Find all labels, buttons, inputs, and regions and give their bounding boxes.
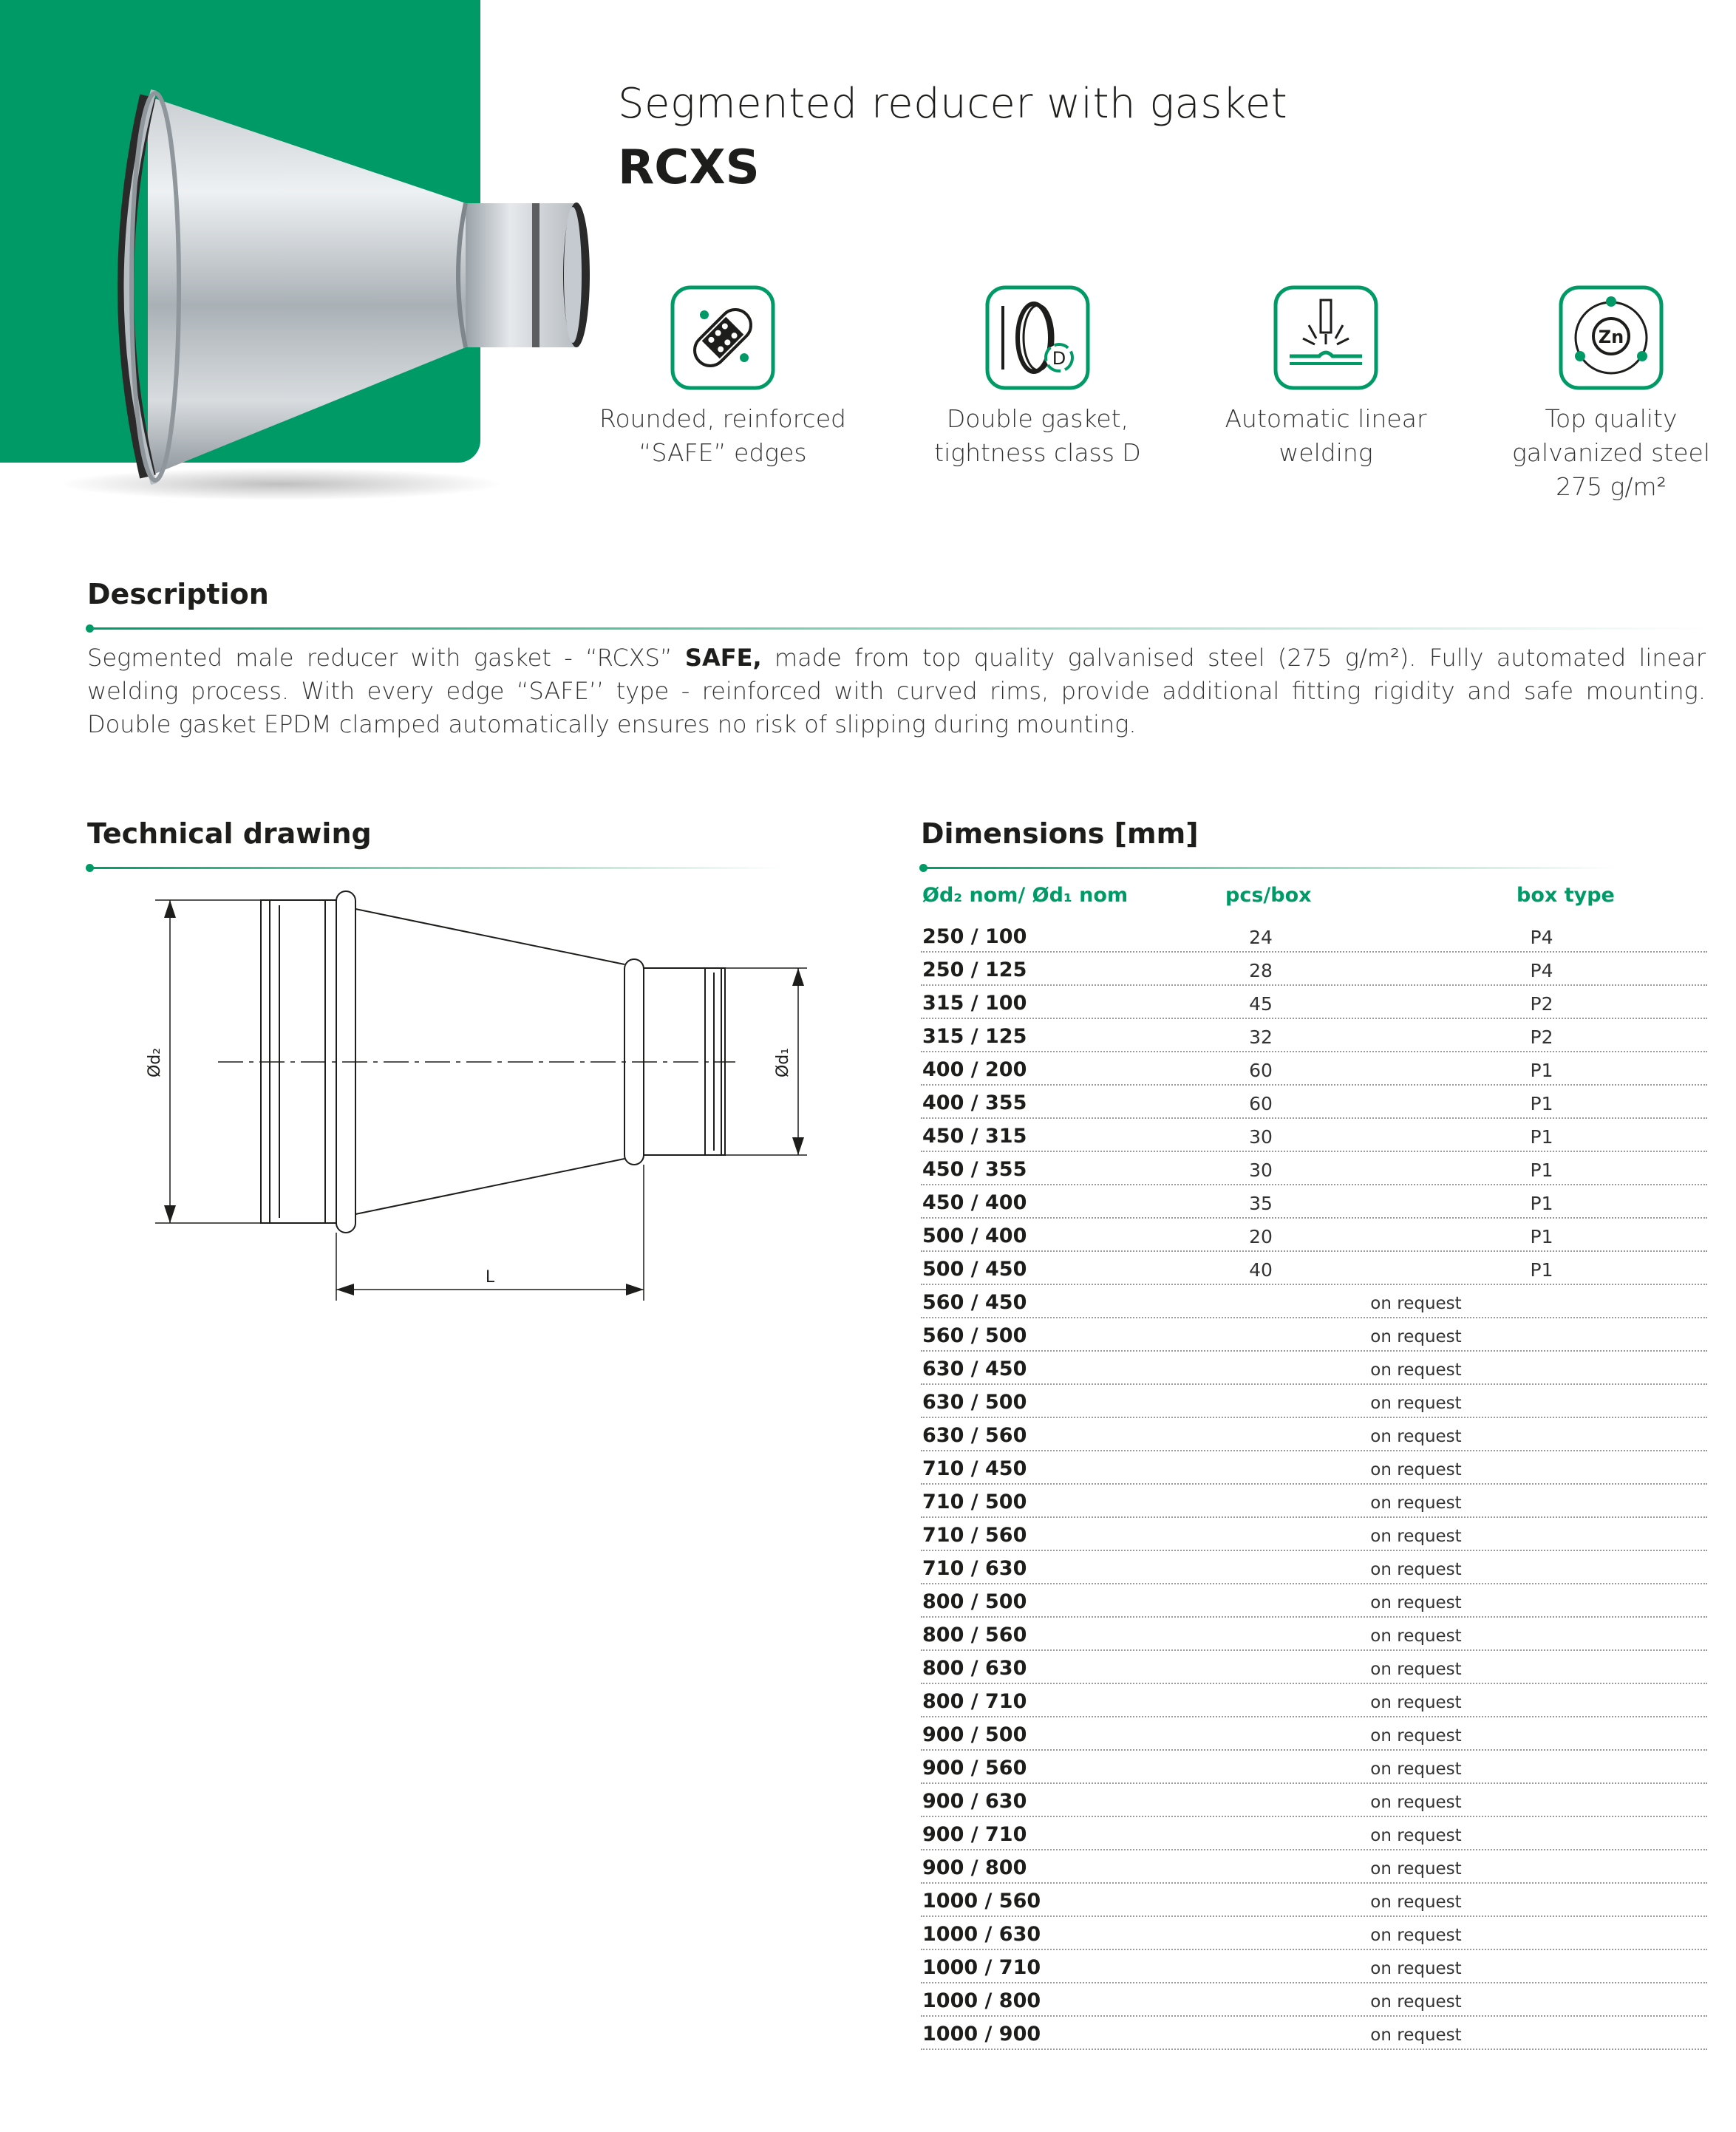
availability-cell: on request	[1370, 1394, 1462, 1413]
size-cell: 800 / 710	[922, 1690, 1027, 1713]
section-divider	[90, 627, 1709, 630]
availability-cell: on request	[1370, 1627, 1462, 1646]
availability-cell: on request	[1370, 1693, 1462, 1712]
size-cell: 630 / 450	[922, 1358, 1027, 1380]
table-row	[921, 1584, 1707, 1618]
availability-cell: on request	[1370, 1360, 1462, 1380]
drawing-heading: Technical drawing	[87, 817, 372, 850]
size-cell: 800 / 630	[922, 1657, 1027, 1680]
pcs-cell: 24	[1249, 927, 1273, 948]
table-row	[921, 1485, 1707, 1518]
table-row	[921, 919, 1707, 953]
table-row	[921, 1285, 1707, 1318]
product-title: Segmented reducer with gasket	[618, 80, 1288, 128]
column-header-pcs: pcs/box	[1225, 884, 1312, 907]
size-cell: 560 / 450	[922, 1291, 1027, 1314]
size-cell: 900 / 560	[922, 1757, 1027, 1779]
size-cell: 315 / 125	[922, 1025, 1027, 1048]
feature-safe-edges	[575, 285, 871, 470]
size-cell: 250 / 125	[922, 958, 1027, 981]
diameter-d2-label: Ød₂	[146, 1047, 164, 1078]
box-type-cell: P4	[1530, 927, 1553, 948]
zinc-icon	[1559, 285, 1664, 390]
size-cell: 400 / 200	[922, 1058, 1027, 1081]
size-cell: 400 / 355	[922, 1091, 1027, 1114]
size-cell: 450 / 355	[922, 1158, 1027, 1181]
table-row	[921, 1983, 1707, 2017]
size-cell: 500 / 400	[922, 1225, 1027, 1247]
availability-cell: on request	[1370, 1327, 1462, 1346]
box-type-cell: P1	[1530, 1060, 1553, 1081]
availability-cell: on request	[1370, 1826, 1462, 1845]
table-row	[921, 986, 1707, 1019]
size-cell: 710 / 560	[922, 1524, 1027, 1547]
size-cell: 450 / 315	[922, 1125, 1027, 1148]
table-row	[921, 1817, 1707, 1850]
box-type-cell: P2	[1530, 993, 1553, 1015]
size-cell: 630 / 560	[922, 1424, 1027, 1447]
availability-cell: on request	[1370, 1859, 1462, 1879]
feature-label: Rounded, reinforced “SAFE” edges	[599, 404, 846, 467]
size-cell: 630 / 500	[922, 1391, 1027, 1414]
box-type-cell: P2	[1530, 1026, 1553, 1048]
availability-cell: on request	[1370, 1294, 1462, 1313]
table-row	[921, 1318, 1707, 1352]
pcs-cell: 20	[1249, 1226, 1273, 1247]
availability-cell: on request	[1370, 1560, 1462, 1579]
table-row	[921, 1651, 1707, 1684]
pcs-cell: 40	[1249, 1259, 1273, 1281]
availability-cell: on request	[1370, 1793, 1462, 1812]
availability-cell: on request	[1370, 1926, 1462, 1945]
diameter-d1-label: Ød₁	[774, 1047, 792, 1078]
table-row	[921, 1917, 1707, 1950]
feature-galvanized	[1463, 285, 1736, 504]
availability-cell: on request	[1370, 1893, 1462, 1912]
size-cell: 900 / 800	[922, 1856, 1027, 1879]
pcs-cell: 30	[1249, 1126, 1273, 1148]
table-row	[921, 1418, 1707, 1451]
box-type-cell: P1	[1530, 1093, 1553, 1114]
table-row	[921, 1850, 1707, 1884]
size-cell: 900 / 500	[922, 1723, 1027, 1746]
pcs-cell: 28	[1249, 960, 1273, 981]
pcs-cell: 32	[1249, 1026, 1273, 1048]
table-row	[921, 1618, 1707, 1651]
box-type-cell: P1	[1530, 1193, 1553, 1214]
availability-cell: on request	[1370, 1660, 1462, 1679]
table-row	[921, 1551, 1707, 1584]
size-cell: 710 / 450	[922, 1457, 1027, 1480]
double-gasket-icon	[985, 285, 1090, 390]
availability-cell: on request	[1370, 1527, 1462, 1546]
availability-cell: on request	[1370, 2026, 1462, 2045]
box-type-cell: P1	[1530, 1126, 1553, 1148]
availability-cell: on request	[1370, 1760, 1462, 1779]
size-cell: 560 / 500	[922, 1324, 1027, 1347]
availability-cell: on request	[1370, 1959, 1462, 1978]
safe-edge-icon	[670, 285, 775, 390]
table-row	[921, 1950, 1707, 1983]
feature-double-gasket	[890, 285, 1185, 470]
table-row	[921, 1152, 1707, 1185]
table-row	[921, 1518, 1707, 1551]
svg-text:Zn: Zn	[1598, 327, 1624, 347]
availability-cell: on request	[1370, 1427, 1462, 1446]
size-cell: 1000 / 710	[922, 1956, 1041, 1979]
size-cell: 900 / 630	[922, 1790, 1027, 1813]
size-cell: 315 / 100	[922, 992, 1027, 1015]
table-row	[921, 1185, 1707, 1219]
pcs-cell: 60	[1249, 1060, 1273, 1081]
availability-cell: on request	[1370, 1992, 1462, 2012]
product-photo	[59, 52, 591, 510]
size-cell: 800 / 500	[922, 1590, 1027, 1613]
description-heading: Description	[87, 578, 269, 610]
table-row	[921, 1252, 1707, 1285]
table-row	[921, 2017, 1707, 2050]
availability-cell: on request	[1370, 1460, 1462, 1479]
size-cell: 250 / 100	[922, 925, 1027, 948]
length-label: L	[485, 1268, 495, 1287]
size-cell: 1000 / 800	[922, 1989, 1041, 2012]
table-row	[921, 1086, 1707, 1119]
availability-cell: on request	[1370, 1494, 1462, 1513]
table-row	[921, 1019, 1707, 1052]
box-type-cell: P4	[1530, 960, 1553, 981]
table-row	[921, 1119, 1707, 1152]
table-row	[921, 1884, 1707, 1917]
availability-cell: on request	[1370, 1726, 1462, 1746]
table-row	[921, 1784, 1707, 1817]
pcs-cell: 45	[1249, 993, 1273, 1015]
feature-welding	[1178, 285, 1474, 470]
size-cell: 710 / 500	[922, 1491, 1027, 1513]
technical-drawing	[133, 872, 843, 1323]
table-row	[921, 1219, 1707, 1252]
table-row	[921, 1751, 1707, 1784]
column-header-box: box type	[1517, 884, 1615, 907]
table-row	[921, 1385, 1707, 1418]
welding-icon	[1273, 285, 1378, 390]
size-cell: 450 / 400	[922, 1191, 1027, 1214]
size-cell: 800 / 560	[922, 1624, 1027, 1646]
size-cell: 500 / 450	[922, 1258, 1027, 1281]
size-cell: 710 / 630	[922, 1557, 1027, 1580]
table-row	[921, 1451, 1707, 1485]
pcs-cell: 60	[1249, 1093, 1273, 1114]
table-row	[921, 1717, 1707, 1751]
table-row	[921, 953, 1707, 986]
feature-label: Top quality galvanized steel 275 g/m²	[1512, 404, 1710, 501]
table-row	[921, 1352, 1707, 1385]
box-type-cell: P1	[1530, 1226, 1553, 1247]
product-code: RCXS	[618, 140, 760, 195]
table-row	[921, 1052, 1707, 1086]
size-cell: 1000 / 900	[922, 2023, 1041, 2046]
dimensions-heading: Dimensions [mm]	[921, 817, 1199, 850]
section-divider	[924, 867, 1618, 869]
availability-cell: on request	[1370, 1593, 1462, 1612]
size-cell: 1000 / 560	[922, 1890, 1041, 1913]
size-cell: 1000 / 630	[922, 1923, 1041, 1946]
feature-label: Automatic linear welding	[1225, 404, 1427, 467]
box-type-cell: P1	[1530, 1259, 1553, 1281]
description-text: Segmented male reducer with gasket - “RCXS” SAFE, made from top quality galvanised steel (275 g/m²). Fully automated linear welding process. With every edge “SAFE’’ type - reinforced with curved rims, provide additional fitting rigidity and safe mounting. Double gasket EPDM clamped automatically ensures no risk of slipping during mounting.	[87, 644, 1706, 738]
table-row	[921, 1684, 1707, 1717]
feature-label: Double gasket, tightness class D	[934, 404, 1141, 467]
size-cell: 900 / 710	[922, 1823, 1027, 1846]
pcs-cell: 35	[1249, 1193, 1273, 1214]
box-type-cell: P1	[1530, 1159, 1553, 1181]
svg-text:D: D	[1052, 348, 1066, 369]
section-divider	[90, 867, 785, 869]
dimensions-table	[921, 919, 1707, 2050]
column-header-size: Ød₂ nom/ Ød₁ nom	[922, 884, 1129, 907]
pcs-cell: 30	[1249, 1159, 1273, 1181]
